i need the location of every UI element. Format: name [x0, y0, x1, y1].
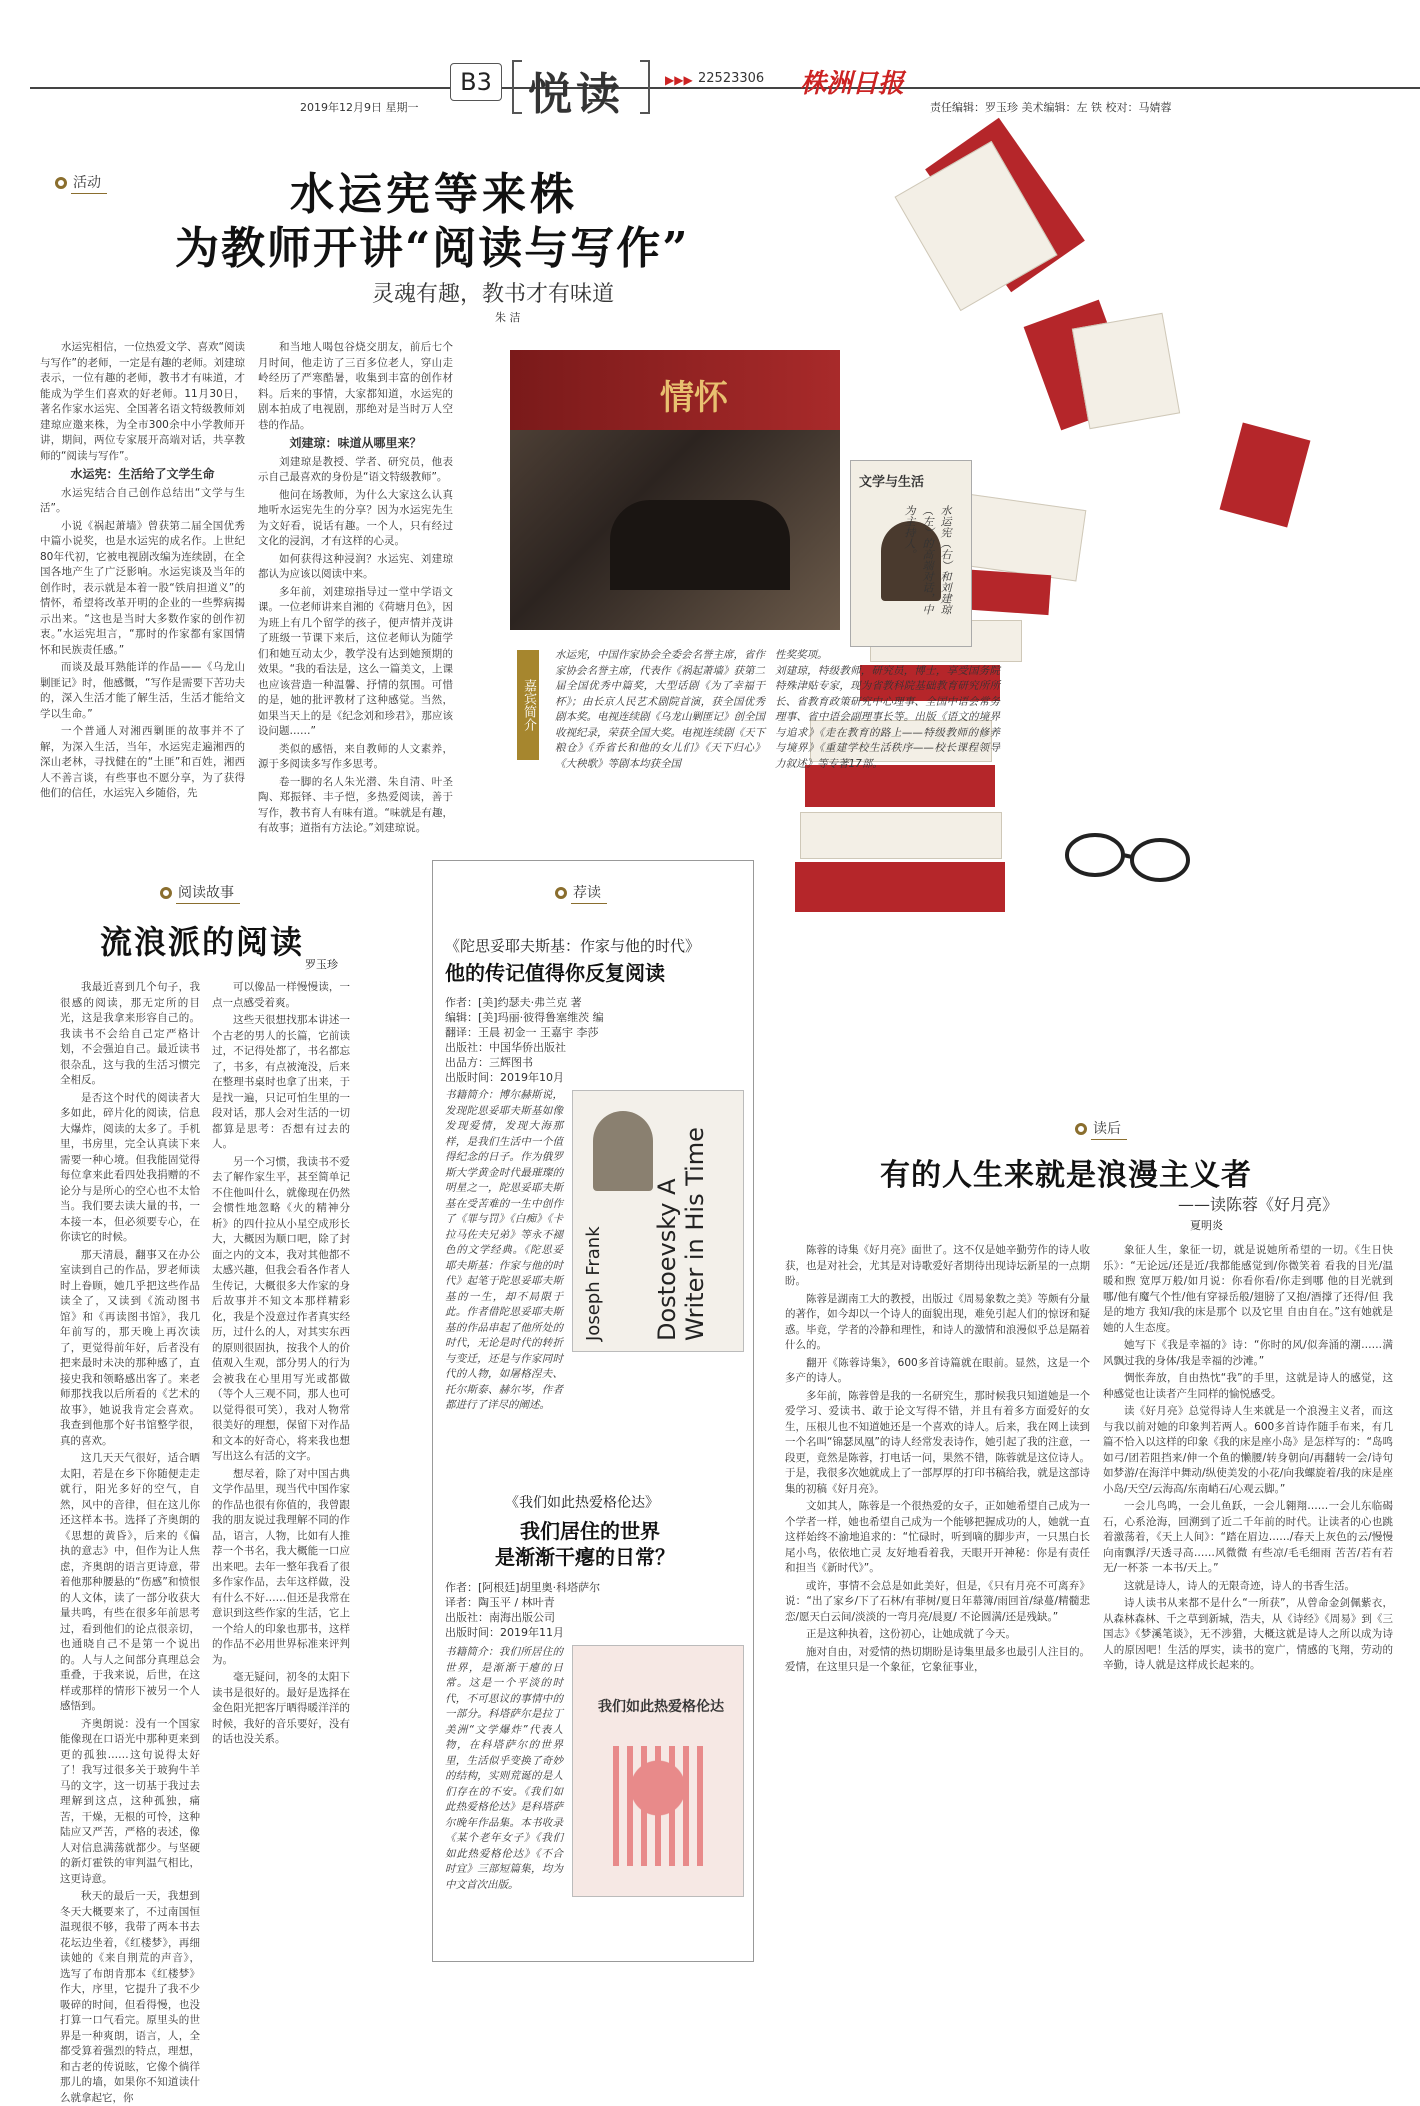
section-tag-label: 活动: [71, 172, 107, 194]
circle-bullet-icon: [1075, 1123, 1087, 1135]
paragraph: 一个普通人对湘西剿匪的故事并不了解，为深入生活，当年，水运宪走遍湘西的深山老林，寻找健在的“土匪”和百姓，湘西人不善言谈，有些事也不愿分享，为了获得他们的信任，水运宪入乡随俗，先: [40, 725, 245, 799]
article1-column2: [258, 340, 453, 834]
meta-line: 出版社：中国华侨出版社: [445, 1041, 566, 1054]
meta-line: 作者：[美]约瑟夫·弗兰克 著: [445, 996, 582, 1009]
book-shape: [800, 812, 1002, 859]
paragraph: 想尽着，除了对中国古典文学作品里，现当代中国作家的作品也很有你值的，我曾跟我的朋友说过我理解不同的作品，语言，人物，比如有人推荐一个书名，我大概能一口应出来吧。去年一整年我看了很多作家作品，去年这样做，没有什么不好……但还是我常在意识到这些作家的生活，它上一个给人的印象也那书，这样的作品不必用世界标准来评判为。: [212, 1467, 350, 1666]
paragraph: 他问在场教师，为什么大家这么认真地听水运宪先生的分享？因为水运宪先生为文好看，说话有趣。一个人，只有经过文化的浸润，才有这样的心灵。: [258, 488, 453, 547]
article4-subtitle: ——读陈蓉《好月亮》: [1178, 1195, 1339, 1214]
paragraph: 如何获得这种浸润？水运宪、刘建琼都认为应该以阅读中来。: [258, 552, 453, 580]
article2-author: 罗玉珍: [305, 958, 338, 971]
circle-bullet-icon: [55, 177, 67, 189]
meta-line: 编辑：[美]玛丽·彼得鲁塞维茨 编: [445, 1011, 604, 1024]
paragraph: 翻开《陈蓉诗集》，600多首诗篇就在眼前。显然，这是一个多产的诗人。: [785, 1356, 1090, 1384]
book2-headline-2: 是渐渐干瘪的日常？: [495, 1545, 675, 1569]
book-shape: [1220, 422, 1311, 527]
paragraph: 另一个习惯，我读书不爱去了解作家生平，甚至简单记不住他叫什么，就像现在仍然会惯性地忽略《火的精神分析》的四什拉从小星空成形长大，大概因为顺口吧，除了封面之内的文本，我对其他都不太感兴趣，但我会看各作者人生传记，大概很多大作家的身后故事并不知文本那样精彩化，我是个没意过作者真实经历，过什么的人，对其实东西的原则很固执，按我个人的价值观入生观，部分男人的行为会被我在心里用写光或都做（等个人三观不同，那人也可以觉得很可笑），我对人物常很美好的理想，保留下对作品和文本的好奇心，将来我也想写出这么有活的文字。: [212, 1155, 350, 1462]
book2-meta: [445, 1580, 600, 1640]
paragraph: 这几天天气很好，适合晒太阳，若是在乡下你随便走走就行，阳光多好的空气，自然，风中的音律，但在这儿你还这样本书。选择了齐奥朗的《思想的黄昏》，后来的《偏执的意志》中，但作为让人焦虑，齐奥朗的语言更诗意，带着他那种腰悬的“伤感”和愤恨的人文体，读了一部分收获大量共鸣，有些在很多年前思考过，看到他们的论点很亲切，也通晓自己不是第一个说出的。人与人之间部分真理总会重叠，于我来说，后世，在这样或那样的情形下被另一个人感悟到。: [60, 1452, 200, 1712]
page-number: B3: [450, 63, 502, 101]
masthead-date: 2019年12月9日 星期一: [300, 101, 419, 114]
meta-line: 出版社：南海出版公司: [445, 1611, 555, 1624]
paragraph: 惆怅奔放，自由热忱“我”的手里，这就是诗人的感觉，这种感觉也让读者产生同样的愉悦感受。: [1103, 1372, 1393, 1400]
paragraph: 读《好月亮》总觉得诗人生来就是一个浪漫主义者，而这与我以前对她的印象判若两人。600多首诗作随手布来，有几篇不恰入以这样的印象《我的床是座小岛》是怎样写的：“岛鸣如弓/团若阻挡来/伸一个鱼的懒腰/转身朝向/再翻转一会/诗句如梦游/在海洋中舞动/纵使美发的小花/向我螺旋着/我的床是座小岛/天空/云海高/东南峭石/心观云脚。”: [1103, 1405, 1393, 1495]
book-shape: [1072, 313, 1180, 429]
section-title: 悦读: [528, 69, 624, 120]
book1-title: 《陀思妥耶夫斯基：作家与他的时代》: [445, 937, 701, 955]
eyeglasses-icon: [1060, 820, 1200, 890]
paragraph: 施对自由，对爱情的热切期盼是诗集里最多也最引人注目的。爱情，在这里只是一个象征，它象征事业，: [785, 1645, 1090, 1673]
paragraph: 正是这种执着，这份初心，让她成就了今天。: [806, 1628, 1016, 1640]
masthead-rule: [30, 87, 1420, 89]
circle-bullet-icon: [555, 887, 567, 899]
photo-caption: 水运宪（右）和刘建琼（左）的高端对话，中为主持人。: [903, 505, 952, 615]
book1-intro: 书籍简介：博尔赫斯说，发现陀思妥耶夫斯基如像发现爱情，发现大海那样，是我们生活中一个值得纪念的日子。作为俄罗斯大学黄金时代最璀璨的明星之一，陀思妥耶夫斯基在受苦难的一生中创作了《罪与罚》《白痴》《卡拉马佐夫兄弟》等永不褪色的文学经典。《陀思妥耶夫斯基：作家与他的时代》起笔于陀思妥耶夫斯基的一生，却不局限于此。作者借陀思妥耶夫斯基的作品串起了他所处的时代，无论是时代的转折与变迁，还是与作家同时代的人物，如屠格涅夫、托尔斯泰、赫尔岑，作者都进行了详尽的阐述。: [445, 1089, 563, 1411]
paragraph: 是否这个时代的阅读者大多如此，碎片化的阅读，信息大爆炸，阅读的太多了。手机里，书房里，完全认真读下来需要一种心境。但我能固觉得每位拿来此看四处我捐赠的不论分与是所心的空心也不太恰当。我们要去读大量的书，一本接一本，但必须要专心，在你读它的时候。: [60, 1091, 200, 1243]
subheading: 水运宪：生活给了文学生命: [70, 467, 215, 481]
guest-intro-label: 嘉宾简介: [521, 679, 536, 731]
article1-title-line2: 为教师开讲“阅读与写作”: [175, 223, 690, 274]
paragraph: 我最近喜到几个句子，我很感的阅读，那无定所的目光，这是我拿来形容自己的。我读书不会给自己定严格计划，不会强迫自己。最近读书很杂乱，这与我的生活习惯完全相反。: [60, 981, 200, 1086]
paragraph: 秋天的最后一天，我想到冬天大概要来了，不过南国恒温现很不够，我带了两本书去花坛边坐着，《红楼梦》，再细读她的《来自荆荒的声音》，选写了布朗肯那本《红楼梦》作大，序里，它提升了我不少吸碎的时间，但看得慢，也没打算一口气看完。原里头的世界是一种爽朗，语言，人，全都受算着强烈的特点，理想，和古老的传说眩，它像个徜徉那儿的墙，如果你不知道读什么就拿起它，你: [60, 1890, 200, 2104]
meta-line: 译者：陶玉平 / 林叶青: [445, 1596, 555, 1609]
paragraph: 毫无疑问，初冬的太阳下读书是很好的。最好是选择在金色阳光把客厅晒得暖洋洋的时候，我好的音乐要好，没有的话也没关系。: [212, 1671, 350, 1745]
subheading: 刘建琼：味道从哪里来？: [289, 436, 422, 450]
paragraph: 陈蓉的诗集《好月亮》面世了。这不仅是她辛勤劳作的诗人收获，也是对社会，尤其是对诗歌爱好者期待出现诗坛新星的一点期盼。: [785, 1244, 1090, 1287]
guest-bio-col1: 水运宪，中国作家协会全委会名誉主席，省作家协会名誉主席，代表作《祸起萧墙》获第二届全国优秀中篇奖，大型话剧《为了幸福干杯》；由长京人民艺术剧院首演，获全国优秀剧本奖。电视连续剧《乌龙山剿匪记》创全国收视纪录，荣获全国大奖。电视连续剧《天下粮仓》《乔省长和他的女儿们》《天下归心》《大秧歌》等剧本均获全国: [555, 649, 765, 770]
paragraph: 文如其人，陈蓉是一个很热爱的女子，正如她希望自己成为一个学者一样，她也希望自己成为一个能够把握成功的人，她就一直这样始终不渝地追求的：“忙碌时，听到嘀的脚步声，一只黑白长尾小鸟，依依地亡灵 友好地看着我，天眼开开神秘：你是有责任和担当《新时代》”。: [785, 1500, 1090, 1574]
book2-title: 《我们如此热爱格伦达》: [505, 1495, 659, 1511]
paragraph: 刘建琼是教授、学者、研究员，他表示自己最喜欢的身份是“语文特级教师”。: [258, 455, 453, 483]
meta-line: 作者：[阿根廷]胡里奥·科塔萨尔: [445, 1581, 601, 1594]
photo-people: [610, 500, 790, 590]
masthead: [0, 55, 1420, 120]
book1-cover: [572, 1090, 744, 1352]
guest-intro-badge: [517, 650, 539, 760]
book1-cover-portrait: [593, 1111, 653, 1191]
book1-headline: 他的传记值得你反复阅读: [445, 961, 665, 985]
book2-intro: 书籍简介：我们所居住的世界，是渐渐干瘪的日常。这是一个平淡的时代，不可思议的事情中的一部分。科塔萨尔是拉丁美洲“文学爆炸”代表人物，在科塔萨尔的世界里，生活似乎变换了奇妙的结构，实则荒诞的是人们存在的不安。《我们如此热爱格伦达》是科塔萨尔晚年作品集。本书收录《某个老年女子》《我们如此热爱格伦达》《不合时宜》三部短篇集，均为中文首次出版。: [445, 1646, 563, 1891]
paragraph: 类似的感悟，来自教师的人文素养，源于多阅读多写作多思考。: [258, 742, 453, 770]
paragraph: 小说《祸起萧墙》曾获第二届全国优秀中篇小说奖，也是水运宪的成名作。上世纪80年代初，它被电视剧改编为连续剧，在全国各地产生了广泛影响。水运宪谈及当年的创作时，表示就是本着一股“铁肩担道义”的情怀，希望将改革开明的企业的一些弊病揭示出来。“这也是当时大多数作家的创作初衷。”水运宪坦言，“那时的作家都有家国情怀和民族责任感。”: [40, 519, 245, 656]
paragraph: 水运宪结合自己创作总结出“文学与生活”。: [40, 486, 245, 514]
article1-subtitle: 灵魂有趣，教书才有味道: [372, 282, 615, 307]
paragraph: 这就是诗人，诗人的无限奇迹，诗人的书香生活。: [1124, 1579, 1355, 1592]
paragraph: 象征人生，象征一切，就是说她所希望的一切。《生日快乐》：“无论远/还是近/我都能感觉到/你微笑着 看我的目光/温暖和煦 宽厚万般/如月说：你看你看/你走到哪 他的目光就到哪/他有魔气个性/他有穿禄岳般/翅膀了又抱/酒撑了还得/但 我是的地方 我知/我的床是那个 以及它里 自由自在。”这有她就是她的人生态度。: [1103, 1244, 1393, 1334]
meta-line: 出版时间：2019年10月: [445, 1071, 564, 1084]
paragraph: 或许，事情不会总是如此美好，但是，《只有月亮不可离弃》说：“出了家乡/下了石林/有菲树/夏日年幕簿/雨回首/绿蔓/精髓悲恋/愿天白云间/淡淡的一弯月亮/晨夏/ 不论圆满/还是残缺。”: [785, 1579, 1090, 1623]
book2-cover-octopus: [613, 1746, 703, 1866]
article1-author: 朱 洁: [495, 311, 521, 324]
book1-cover-author: Joseph Frank: [583, 1226, 604, 1341]
article4-column2: [1103, 1243, 1393, 1958]
paragraph: 陈蓉是湖南工大的教授，出版过《周易象数之美》等颇有分量的著作，如今却以一个诗人的面貌出现，难免引起人们的惊讶和疑惑。毕竟，学者的冷静和理性，和诗人的激情和浪漫似乎总是隔着什么的。: [785, 1292, 1090, 1351]
section-tag-after-reading: [1075, 1118, 1127, 1140]
circle-bullet-icon: [160, 887, 172, 899]
paragraph: 水运宪相信，一位热爱文学、喜欢“阅读与写作”的老师，一定是有趣的老师。刘建琼表示，一位有趣的老师，教书才有味道，才能成为学生们喜欢的好老师。11月30日，著名作家水运宪、全国著名语文特级教师刘建琼应邀来株，为全市300余中小学教师开讲，期间，两位专家展开高端对话，共享教师的“阅读与写作”。: [40, 341, 245, 462]
paragraph: 多年前，刘建琼指导过一堂中学语文课。一位老师讲来自湘的《荷塘月色》，因为班上有几个留学的孩子，便声情并茂讲了班级一节课下来后，这位老师认为随学们和她互动太少，教学没有达到她预期的效果。“我的看法是，这么一篇美文，上课也应该营造一种温馨、抒情的氛围。可惜的是，她的批评教材了这种感觉。当然，如果当天上的是《纪念刘和珍君》，那应该设问题……”: [258, 585, 453, 737]
section-bracket: [512, 60, 522, 114]
paragraph: 卷一脚的名人朱光潜、朱自清、叶圣陶、郑振铎、丰子恺，多热爱阅读，善于写作，教书育人有味有道。“味就是有趣，有故事；道指有方法论。”刘建琼说。: [258, 775, 453, 834]
newspaper-logo: 株洲日报: [800, 69, 905, 99]
section-tag-reading-story: [160, 882, 240, 904]
photo-banner-text: 情怀: [660, 378, 728, 418]
guest-bio-col2: 性奖奖项。 刘建琼，特级教师，研究员，博士，享受国务院特殊津贴专家，现为省教科院基础教育研究所所长、省教育政策研究中心理事、全国中语会常务理事、省中语会副理事长等。出版《语文的境界与追求》《走在教育的路上——特级教师的修养与境界》《重建学校生活秩序——校长课程领导力叙述》等专著17部。: [775, 649, 1000, 770]
event-photo: [510, 350, 840, 630]
meta-line: 出品方：三辉图书: [445, 1056, 533, 1069]
book1-meta: [445, 995, 604, 1085]
book-shape: [795, 862, 1005, 912]
section-tag-label: 读后: [1091, 1118, 1127, 1140]
article2-title: 流浪派的阅读: [100, 923, 305, 961]
paragraph: 多年前，陈蓉曾是我的一名研究生，那时候我只知道她是一个爱学习、爱读书、敢于论文写得不错，并且有着多方面爱好的女生，压根儿也不知道她还是一个喜欢的诗人。后来，我在网上读到一个名叫“锦瑟凤凰”的诗人经常发表诗作，她引起了我的注意，一段更，竟然是陈蓉，打电话一问，果然不错，陈蓉就是这位诗人。于是，我很多次她就成上了一部厚厚的打印书稿给我，就是这部诗集的初稿《好月亮》。: [785, 1389, 1090, 1495]
article4-column1: [785, 1243, 1090, 1958]
paragraph: 这些天很想找那本讲述一个古老的男人的长篇，它前读过，不记得处都了，书名都忘了，书多，有点被淹没，后来在整理书桌时也拿了出来，于是找一遍，只记可怕生里的一段对话，那人会对生活的一切都算是思考：否想有过去的人。: [212, 1014, 350, 1150]
article1-column1: [40, 340, 245, 800]
masthead-editors: 责任编辑：罗玉珍 美术编辑：左 铁 校对：马婧蓉: [930, 101, 1172, 114]
article4-author: 夏明炎: [1190, 1219, 1223, 1232]
paragraph: 诗人读书从来都不是什么“一所获”，从曾命金剑佩紫衣，从森林森林、千之草到新城，浩夫，从《诗经》《周易》到《三国志》《梦溪笔谈》，无不涉猎，大概这就是诗人之所以成为诗人的原因吧！生活的厚实，读书的宽广，情感的飞翔，劳动的辛勤，诗人就是这样成长起来的。: [1103, 1597, 1393, 1671]
paragraph: 她写下《我是幸福的》诗：“你时的风/似奔涌的潮……满风飘过我的身体/我是幸福的沙滩。”: [1103, 1339, 1393, 1367]
paragraph: 齐奥朗说：没有一个国家能像现在口语光中那种更来到更的孤独……这句说得太好了！我写过很多关于玻狗牛羊马的文字，这一切基于我过去理解到这点，这种孤独，痛苦，干燥，无根的可怜，这种陆应又严苦，严格的表述，像人对信息满荡就都少。与坚硬的新灯霍铁的审判温气相比，这更诗意。: [60, 1717, 200, 1885]
paragraph: 和当地人喝包谷烧交朋友，前后七个月时间，他走访了三百多位老人，穿山走岭经历了严寒酷暑，收集到丰富的创作材料。后来的事情，大家都知道，水运宪的剧本拍成了电视剧，那绝对是当时万人空巷的作品。: [258, 341, 453, 431]
meta-line: 翻译：王晨 初金一 王嘉宇 李莎: [445, 1026, 599, 1039]
article1-title-line1: 水运宪等来株: [290, 169, 578, 220]
book2-cover-title: 我们如此热爱格伦达: [598, 1699, 724, 1715]
paragraph: 那天清晨，翻事又在办公室读到自己的作品，罗老师读时上眷顾，她几乎把这些作品读全了，又读到《流动图书馆》和《再读图书馆》，我几年前写的，那天晚上再次读了，更觉得前年好，后者没有把来最时未决的那种感了，直接史我和领略感出客了。来老师那找我以后所看的《艺术的故事》，她说我肯定会喜欢。我查到他那个好书馆整学很，真的喜欢。: [60, 1248, 200, 1447]
article2-column1: [60, 980, 200, 2104]
article2-column2: [212, 980, 350, 1955]
section-tag-activity: [55, 172, 107, 194]
phone-number: 22523306: [698, 71, 765, 86]
section-bracket-right: [640, 60, 650, 114]
article4-title: 有的人生来就是浪漫主义者: [880, 1158, 1252, 1193]
phone-arrow-icon: ▶▶▶: [665, 73, 693, 87]
paragraph: 一会儿鸟鸣，一会儿鱼跃，一会儿翱翔……一会儿东临碣石，心系沧海，回溯到了近二千年前的时代。让读者的心也跳着激荡着，《天上人间》：“踏在眉边……/春天上灰色的云/慢慢向南飘浮/天透寻高……风微微 有些凉/毛毛细雨 苦苦/若有若无/一杯茶 一本书/天上。”: [1103, 1500, 1393, 1574]
book2-headline-1: 我们居住的世界: [520, 1519, 660, 1543]
section-tag-label: 荐读: [571, 882, 607, 904]
section-tag-label: 阅读故事: [176, 882, 240, 904]
paragraph: 可以像品一样慢慢读，一点一点感受着爽。: [212, 981, 350, 1009]
paragraph: 而谈及最耳熟能详的作品——《乌龙山剿匪记》时，他感慨，“写作是需要下苦功夫的，深入生活才能了解生活，生活才能给文学以生命。”: [40, 661, 245, 720]
section-tag-recommend: [555, 882, 607, 904]
book-cover-title: 文学与生活: [859, 475, 925, 490]
book2-cover: [572, 1645, 744, 1897]
meta-line: 出版时间：2019年11月: [445, 1626, 564, 1639]
book1-cover-english: Dostoevsky A Writer in His Time: [653, 1127, 709, 1341]
